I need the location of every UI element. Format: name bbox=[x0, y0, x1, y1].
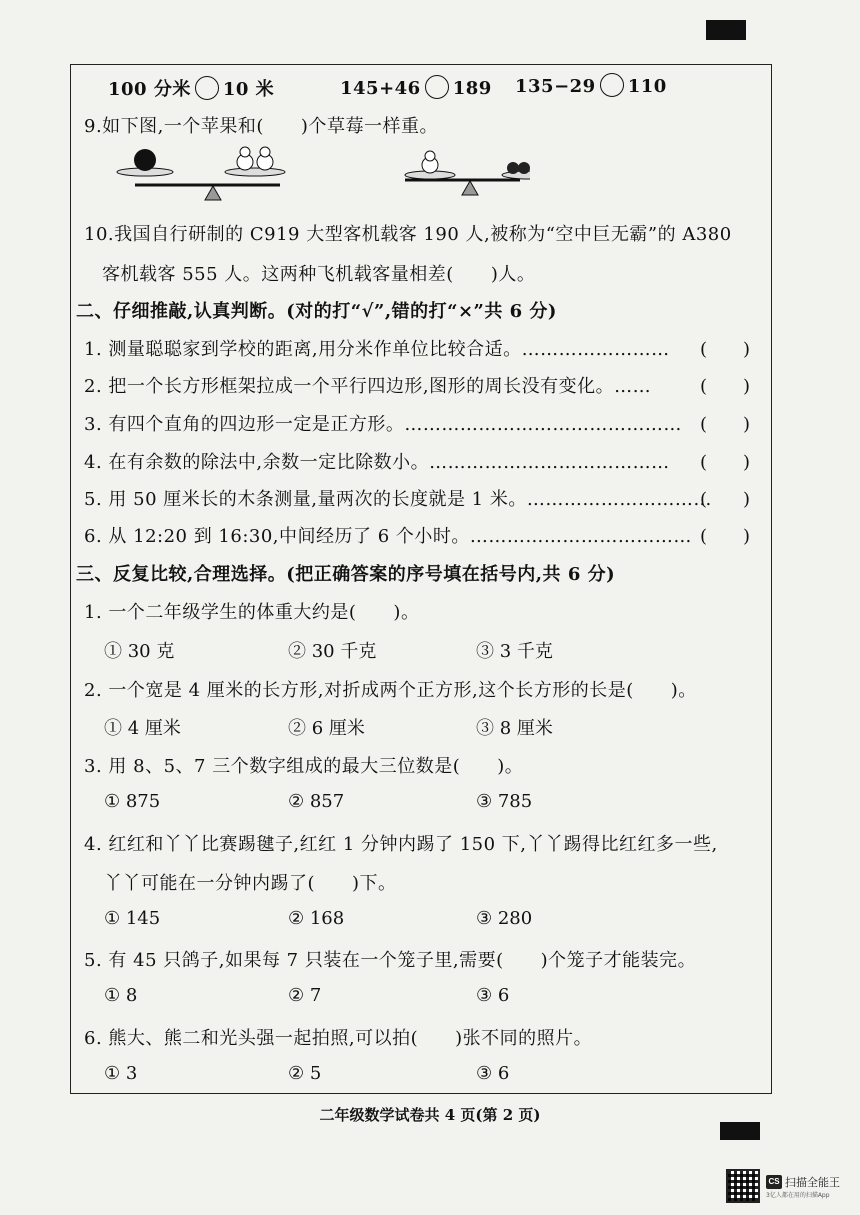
judge-answer-5[interactable]: ( ) bbox=[700, 489, 751, 510]
question-9: 9.如下图,一个苹果和( )个草莓一样重。 bbox=[84, 116, 438, 137]
question-10-line2: 客机载客 555 人。这两种飞机载客量相差( )人。 bbox=[102, 264, 536, 285]
choice-q6: 6. 熊大、熊二和光头强一起拍照,可以拍( )张不同的照片。 bbox=[84, 1028, 593, 1049]
balance-left bbox=[117, 147, 285, 200]
choice-q4-option-1[interactable]: ① 145 bbox=[104, 908, 161, 929]
question-10-line1: 10.我国自行研制的 C919 大型客机载客 190 人,被称为“空中巨无霸”的 A380 bbox=[84, 224, 732, 245]
choice-q4-line1: 4. 红红和丫丫比赛踢毽子,红红 1 分钟内踢了 150 下,丫丫踢得比红红多一些, bbox=[84, 834, 718, 855]
compare-b-left: 145+46 bbox=[340, 78, 421, 99]
choice-q3: 3. 用 8、5、7 三个数字组成的最大三位数是( )。 bbox=[84, 756, 524, 777]
choice-q2-option-3[interactable]: ③ 8 厘米 bbox=[476, 718, 553, 739]
compare-row bbox=[108, 75, 274, 101]
compare-b-right: 189 bbox=[452, 78, 492, 99]
choice-q5-option-2[interactable]: ② 7 bbox=[288, 985, 322, 1006]
choice-q1-option-1[interactable]: ① 30 克 bbox=[104, 641, 175, 662]
section-2-title: 二、仔细推敲,认真判断。(对的打“√”,错的打“×”共 6 分) bbox=[76, 301, 557, 322]
scanner-watermark bbox=[726, 1169, 840, 1203]
choice-q3-option-3[interactable]: ③ 785 bbox=[476, 791, 533, 812]
choice-q2-option-2[interactable]: ② 6 厘米 bbox=[288, 718, 365, 739]
judge-item-3: 3. 有四个直角的四边形一定是正方形。……………………………………… bbox=[84, 414, 682, 435]
choice-q5-option-3[interactable]: ③ 6 bbox=[476, 985, 510, 1006]
choice-q1-option-3[interactable]: ③ 3 千克 bbox=[476, 641, 553, 662]
judge-item-6: 6. 从 12:20 到 16:30,中间经历了 6 个小时。……………………………… bbox=[84, 526, 692, 547]
compare-row-c bbox=[515, 73, 667, 97]
choice-q4-option-2[interactable]: ② 168 bbox=[288, 908, 345, 929]
choice-q4-option-3[interactable]: ③ 280 bbox=[476, 908, 533, 929]
compare-c-right: 110 bbox=[627, 76, 667, 97]
judge-answer-2[interactable]: ( ) bbox=[700, 376, 751, 397]
choice-q3-option-2[interactable]: ② 857 bbox=[288, 791, 345, 812]
compare-c-left: 135−29 bbox=[515, 76, 596, 97]
judge-answer-1[interactable]: ( ) bbox=[700, 339, 751, 360]
choice-q1-option-2[interactable]: ② 30 千克 bbox=[288, 641, 377, 662]
camscanner-logo-icon: CS bbox=[766, 1175, 782, 1189]
choice-q6-option-3[interactable]: ③ 6 bbox=[476, 1063, 510, 1084]
strawberry-icon bbox=[518, 162, 530, 174]
compare-circle-b[interactable] bbox=[425, 75, 449, 99]
compare-a-left: 100 分米 bbox=[108, 79, 191, 100]
page-footer: 二年级数学试卷共 4 页(第 2 页) bbox=[319, 1106, 541, 1124]
choice-q6-option-1[interactable]: ① 3 bbox=[104, 1063, 138, 1084]
judge-answer-4[interactable]: ( ) bbox=[700, 452, 751, 473]
balance-right bbox=[405, 151, 530, 195]
choice-q6-option-2[interactable]: ② 5 bbox=[288, 1063, 322, 1084]
compare-row-b bbox=[340, 75, 492, 99]
choice-q1: 1. 一个二年级学生的体重大约是( )。 bbox=[84, 602, 420, 623]
judge-answer-3[interactable]: ( ) bbox=[700, 414, 751, 435]
section-3-title: 三、反复比较,合理选择。(把正确答案的序号填在括号内,共 6 分) bbox=[76, 564, 616, 585]
judge-item-4: 4. 在有余数的除法中,余数一定比除数小。………………………………… bbox=[84, 452, 670, 473]
balance-illustration bbox=[110, 140, 530, 205]
choice-q3-option-1[interactable]: ① 875 bbox=[104, 791, 161, 812]
choice-q2-option-1[interactable]: ① 4 厘米 bbox=[104, 718, 181, 739]
judge-item-5: 5. 用 50 厘米长的木条测量,量两次的长度就是 1 米。………………………… bbox=[84, 489, 712, 510]
watermark-text-block bbox=[766, 1174, 840, 1199]
strawberry-icon bbox=[507, 162, 519, 174]
corner-mark-top bbox=[706, 20, 746, 40]
judge-item-2: 2. 把一个长方形框架拉成一个平行四边形,图形的周长没有变化。…… bbox=[84, 376, 652, 397]
watermark-subtitle: 3亿人都在用的扫描App bbox=[766, 1191, 830, 1199]
choice-q5: 5. 有 45 只鸽子,如果每 7 只装在一个笼子里,需要( )个笼子才能装完。 bbox=[84, 950, 697, 971]
choice-q5-option-1[interactable]: ① 8 bbox=[104, 985, 138, 1006]
compare-circle-a[interactable] bbox=[195, 76, 219, 100]
compare-a-right: 10 米 bbox=[222, 79, 275, 100]
judge-item-1: 1. 测量聪聪家到学校的距离,用分米作单位比较合适。…………………… bbox=[84, 339, 670, 360]
judge-answer-6[interactable]: ( ) bbox=[700, 526, 751, 547]
compare-circle-c[interactable] bbox=[600, 73, 624, 97]
choice-q4-line2: 丫丫可能在一分钟内踢了( )下。 bbox=[104, 873, 397, 894]
choice-q2: 2. 一个宽是 4 厘米的长方形,对折成两个正方形,这个长方形的长是( )。 bbox=[84, 680, 697, 701]
qr-code-icon bbox=[726, 1169, 760, 1203]
apple-icon bbox=[134, 149, 156, 171]
watermark-name: 扫描全能王 bbox=[785, 1175, 840, 1189]
